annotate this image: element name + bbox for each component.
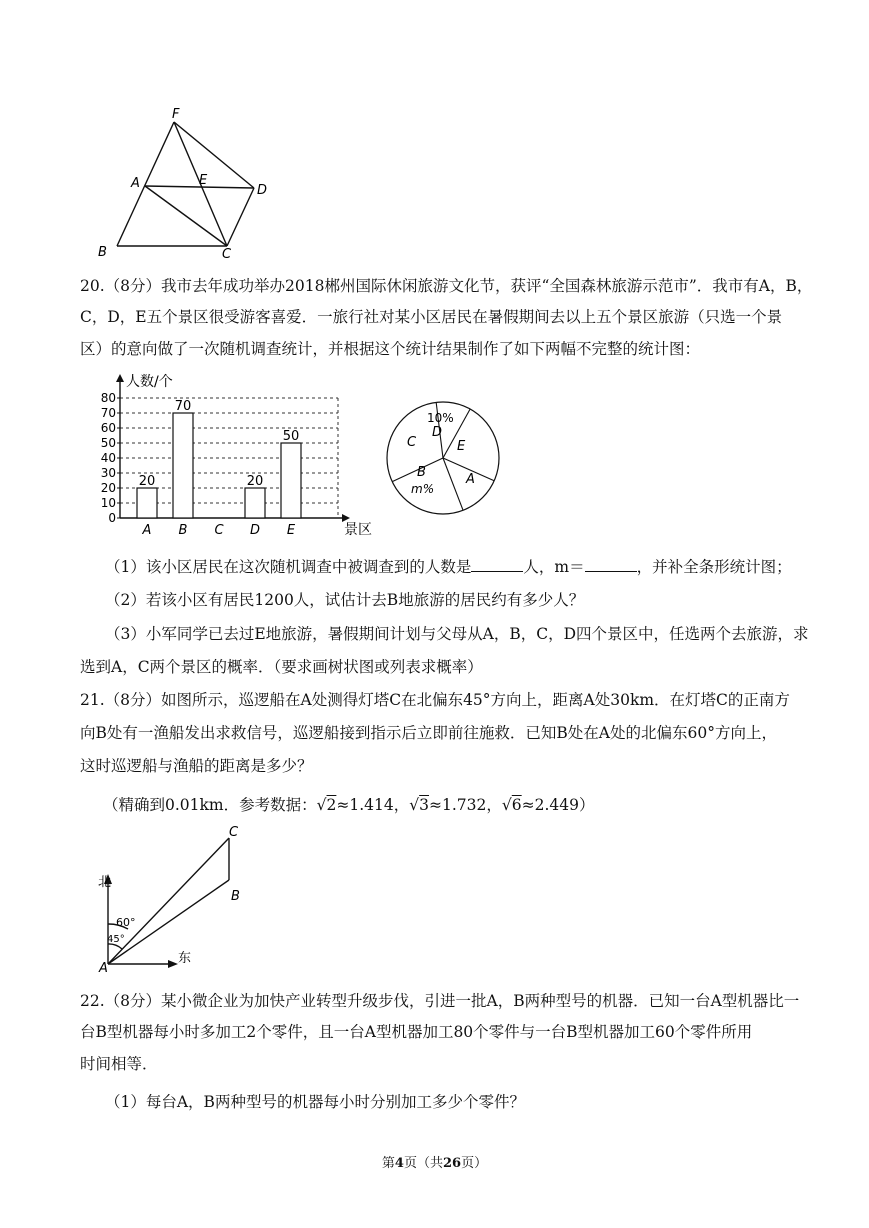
bar-D bbox=[245, 488, 265, 518]
page-number: 4 bbox=[394, 1156, 404, 1171]
y-tick-label: 0 bbox=[108, 511, 116, 525]
x-tick-label: D bbox=[249, 523, 261, 538]
pie-label-D: D bbox=[432, 425, 443, 440]
q20-sub2: （2）若该小区有居民1200人，试估计去B地旅游的居民约有多少人？ bbox=[105, 591, 585, 609]
q21-reference-data: （精确到0.01km．参考数据：√2≈1.414，√3≈1.732，√6≈2.449） bbox=[103, 796, 595, 814]
figure-q19 bbox=[90, 100, 290, 260]
label-F: F bbox=[172, 107, 180, 122]
pie-label-A: A bbox=[466, 472, 475, 487]
y-tick-label: 70 bbox=[100, 406, 116, 420]
x-axis-label: 景区 bbox=[344, 522, 372, 538]
answer-blank-count[interactable] bbox=[471, 557, 523, 572]
y-tick-label: 80 bbox=[100, 391, 116, 405]
q22-line-2: 台B型机器每小时多加工2个零件，且一台A型机器加工80个零件与一台B型机器加工60个零件所用 bbox=[80, 1023, 753, 1041]
q20-sub1 bbox=[105, 556, 792, 578]
label-C: C bbox=[229, 825, 239, 840]
bar-value-label: 20 bbox=[138, 474, 156, 489]
x-tick-label: A bbox=[142, 523, 152, 538]
footer-post: 页） bbox=[461, 1156, 488, 1171]
sqrt-6-value: ≈2.449） bbox=[521, 796, 595, 814]
label-D: D bbox=[257, 183, 268, 198]
q21-line-3: 这时巡逻船与渔船的距离是多少？ bbox=[80, 757, 313, 775]
pie-label-B: B bbox=[417, 465, 426, 480]
figure-q21 bbox=[88, 822, 258, 976]
angle-45-label: 45° bbox=[107, 934, 125, 945]
q20-line-3: 区）的意向做了一次随机调查统计，并根据这个统计结果制作了如下两幅不完整的统计图： bbox=[80, 340, 701, 358]
y-tick-label: 10 bbox=[100, 496, 116, 510]
pie-label-E: E bbox=[457, 439, 466, 454]
y-tick-label: 40 bbox=[100, 451, 116, 465]
bar-E bbox=[281, 443, 301, 518]
sqrt-2: 2 bbox=[326, 796, 337, 814]
q20-sub1-b: 人，m＝ bbox=[523, 558, 585, 576]
sqrt-3-value: ≈1.732， bbox=[429, 796, 502, 814]
pie-annotation-B: m% bbox=[411, 482, 435, 496]
label-B: B bbox=[231, 889, 240, 904]
q20-line-2: C，D，E五个景区很受游客喜爱．一旅行社对某小区居民在暑假期间去以上五个景区旅游（只选一个景 bbox=[80, 308, 783, 326]
bar-value-label: 20 bbox=[246, 474, 264, 489]
pie-annotation-D: 10% bbox=[427, 411, 454, 425]
footer-mid: 页（共 bbox=[403, 1156, 443, 1171]
y-tick-label: 30 bbox=[100, 466, 116, 480]
label-A: A bbox=[99, 961, 108, 976]
x-tick-label: E bbox=[286, 523, 296, 538]
q20-sub1-c: ，并补全条形统计图； bbox=[636, 558, 792, 576]
bar-A bbox=[137, 488, 157, 518]
bar-chart bbox=[90, 368, 372, 540]
sqrt-3: 3 bbox=[419, 796, 430, 814]
label-A: A bbox=[131, 176, 140, 191]
y-axis-arrow bbox=[116, 374, 124, 382]
ref-lead: （精确到0.01km．参考数据： bbox=[103, 796, 317, 814]
y-tick-label: 50 bbox=[100, 436, 116, 450]
bar-B bbox=[173, 413, 193, 518]
x-axis-arrow bbox=[342, 514, 350, 522]
q20-sub3-line-2: 选到A，C两个景区的概率．（要求画树状图或列表求概率） bbox=[80, 658, 483, 676]
east-label: 东 bbox=[178, 951, 192, 966]
page-footer bbox=[0, 1152, 869, 1171]
pie-label-C: C bbox=[407, 435, 417, 450]
y-tick-label: 20 bbox=[100, 481, 116, 495]
q21-line-2: 向B处有一渔船发出求救信号，巡逻船接到指示后立即前往施救．已知B处在A处的北偏东60°方向上， bbox=[80, 724, 777, 742]
q22-line-1: 22.（8分）某小微企业为加快产业转型升级步伐，引进一批A，B两种型号的机器．已知一台A型机器比一 bbox=[80, 992, 800, 1010]
pie-chart bbox=[380, 395, 510, 525]
label-C: C bbox=[222, 247, 232, 262]
q20-sub3-line-1: （3）小军同学已去过E地旅游，暑假期间计划与父母从A，B，C，D四个景区中，任选两个去旅游，求 bbox=[105, 625, 809, 643]
q22-line-3: 时间相等． bbox=[80, 1055, 158, 1073]
y-tick-label: 60 bbox=[100, 421, 116, 435]
q21-line-1: 21.（8分）如图所示，巡逻船在A处测得灯塔C在北偏东45°方向上，距离A处30km．在灯塔C的正南方 bbox=[80, 691, 790, 709]
label-E: E bbox=[199, 173, 208, 188]
x-tick-label: C bbox=[214, 523, 224, 538]
q22-sub1: （1）每台A，B两种型号的机器每小时分别加工多少个零件？ bbox=[105, 1093, 525, 1111]
page-total: 26 bbox=[442, 1156, 462, 1171]
sqrt-2-value: ≈1.414， bbox=[336, 796, 410, 814]
q20-sub1-a: （1）该小区居民在这次随机调查中被调查到的人数是 bbox=[105, 558, 472, 576]
bar-value-label: 70 bbox=[174, 399, 192, 414]
angle-60-label: 60° bbox=[116, 916, 136, 929]
footer-pre: 第 bbox=[381, 1156, 395, 1171]
y-axis-label: 人数/个 bbox=[126, 374, 173, 390]
sqrt-6: 6 bbox=[511, 796, 522, 814]
bar-value-label: 50 bbox=[282, 429, 300, 444]
label-B: B bbox=[98, 245, 107, 260]
q20-line-1: 20.（8分）我市去年成功举办2018郴州国际休闲旅游文化节，获评“全国森林旅游示范市”．我市有A，B， bbox=[80, 277, 813, 295]
answer-blank-m[interactable] bbox=[585, 557, 637, 572]
north-label: 北 bbox=[98, 875, 112, 890]
x-tick-label: B bbox=[178, 523, 188, 538]
